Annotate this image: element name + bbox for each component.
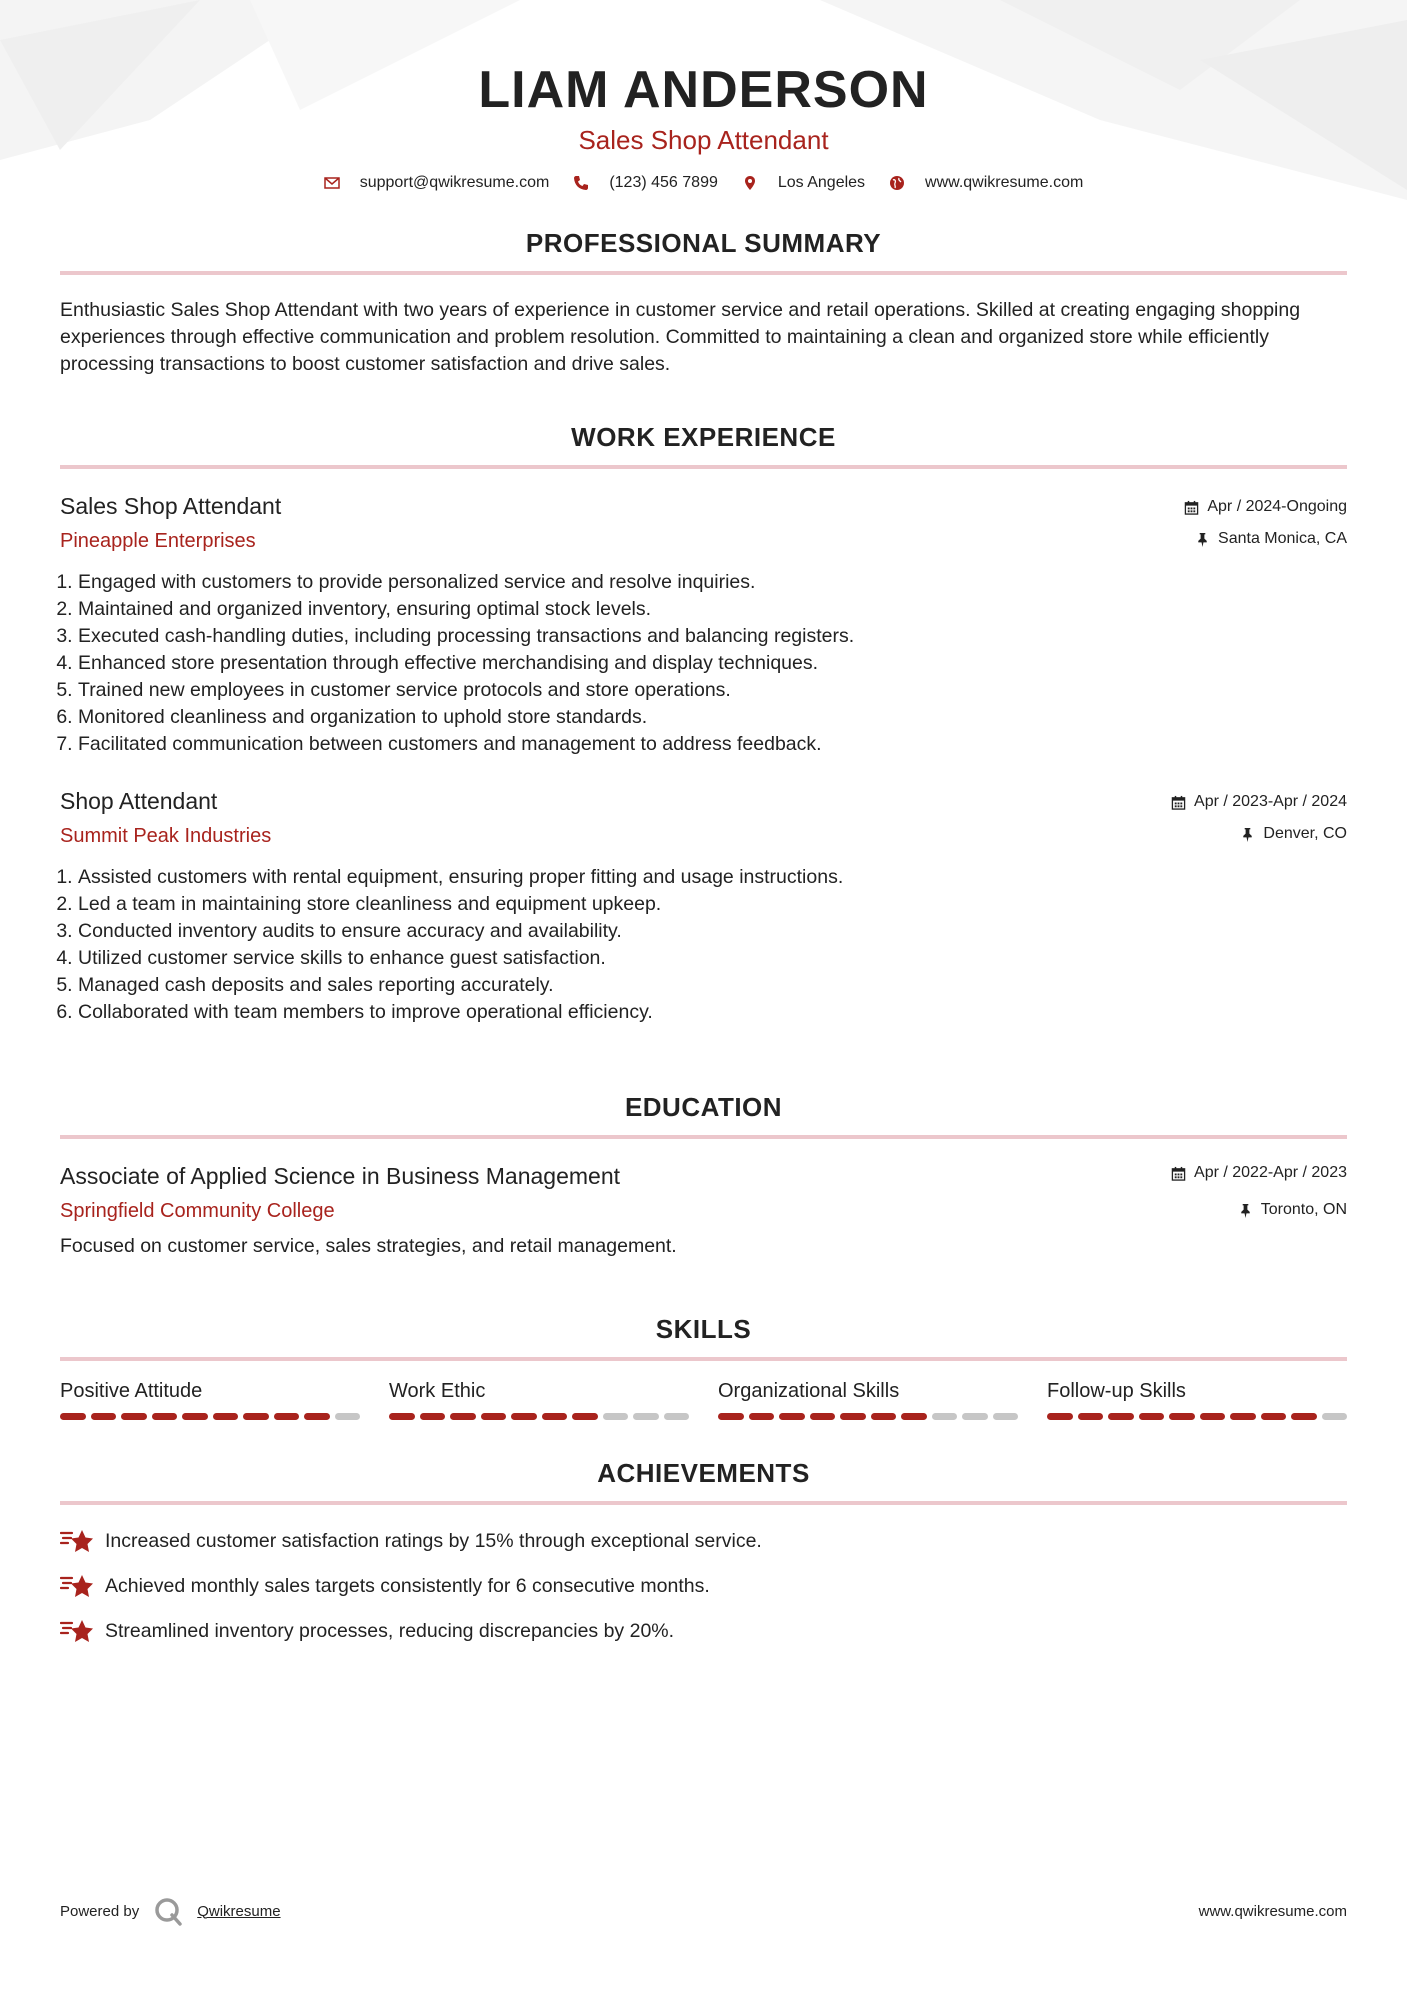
section-divider [60, 1501, 1347, 1505]
footer [60, 1896, 1347, 1926]
skill-rating-bar [718, 1413, 1018, 1420]
skill-level-filled [1200, 1413, 1226, 1420]
education-section [60, 1092, 1347, 1260]
skill-level-empty [603, 1413, 629, 1420]
contact-phone[interactable] [573, 174, 718, 192]
experience-section [60, 422, 1347, 1026]
candidate-name: LIAM ANDERSON [478, 61, 929, 119]
skill-level-filled [152, 1413, 178, 1420]
job-title: Sales Shop Attendant [60, 493, 282, 519]
achievement-item [60, 1572, 1347, 1600]
skill-name: Organizational Skills [718, 1380, 900, 1402]
education-location [1171, 1198, 1347, 1222]
skill-level-empty [335, 1413, 361, 1420]
skill-level-filled [1047, 1413, 1073, 1420]
qwikresume-link[interactable]: Qwikresume [197, 1902, 281, 1920]
achievement-text: Streamlined inventory processes, reducing discrepancies by 20%. [105, 1619, 675, 1642]
summary-text: Enthusiastic Sales Shop Attendant with two years of experience in customer service and retail operations. Skilled at creating engaging shopping experiences through effective communication and problem resolution. Committed to maintaining a clean and organized store while efficiently processing transactions to boost customer satisfaction and drive sales. [60, 299, 1301, 375]
job-dates [1184, 495, 1347, 519]
achievements-heading: ACHIEVEMENTS [597, 1458, 810, 1488]
list-item: 4. Utilized customer service skills to enhance guest satisfaction. [78, 945, 1347, 972]
education-description: Focused on customer service, sales strategies, and retail management. [60, 1235, 677, 1257]
skill-level-filled [213, 1413, 239, 1420]
contact-website[interactable] [889, 174, 1083, 192]
candidate-title: Sales Shop Attendant [578, 125, 829, 155]
pushpin-icon [1238, 1203, 1253, 1218]
calendar-icon [1184, 500, 1199, 515]
job-meta [1171, 790, 1347, 846]
skill-level-filled [1078, 1413, 1104, 1420]
skills-list [60, 1377, 1347, 1420]
skill-level-filled [304, 1413, 330, 1420]
skill-level-empty [633, 1413, 659, 1420]
skill-level-filled [182, 1413, 208, 1420]
footer-website[interactable]: www.qwikresume.com [1198, 1902, 1347, 1920]
skill-level-filled [420, 1413, 446, 1420]
skill-level-filled [871, 1413, 897, 1420]
skills-section [60, 1314, 1347, 1420]
company-name: Summit Peak Industries [60, 825, 272, 847]
list-item: 1. Assisted customers with rental equipment, ensuring proper fitting and usage instructions. [78, 864, 1347, 891]
list-item: 5. Trained new employees in customer service protocols and store operations. [78, 677, 1347, 704]
email-text: support@qwikresume.com [359, 174, 550, 191]
section-divider [60, 1357, 1347, 1361]
shooting-star-icon [60, 1617, 94, 1645]
envelope-icon [324, 175, 340, 191]
list-item: 3. Conducted inventory audits to ensure accuracy and availability. [78, 918, 1347, 945]
qwikresume-logo-icon [153, 1896, 183, 1926]
powered-by-label: Powered by [60, 1902, 140, 1920]
phone-text: (123) 456 7899 [609, 174, 718, 191]
calendar-icon [1171, 1166, 1186, 1181]
shooting-star-icon [60, 1572, 94, 1600]
skill-level-empty [664, 1413, 690, 1420]
skill-level-filled [901, 1413, 927, 1420]
globe-icon [889, 175, 905, 191]
job-entry [60, 786, 1347, 1026]
powered-by [60, 1896, 281, 1926]
experience-heading: WORK EXPERIENCE [571, 422, 836, 452]
achievements-section [60, 1458, 1347, 1645]
skill-rating-bar [1047, 1413, 1347, 1420]
list-item: 6. Monitored cleanliness and organization to uphold store standards. [78, 704, 1347, 731]
achievement-item [60, 1527, 1347, 1555]
achievement-item [60, 1617, 1347, 1645]
skill-level-filled [481, 1413, 507, 1420]
list-item: 4. Enhanced store presentation through effective merchandising and display techniques. [78, 650, 1347, 677]
achievements-list [60, 1527, 1347, 1645]
skill-level-empty [962, 1413, 988, 1420]
list-item: 7. Facilitated communication between customers and management to address feedback. [78, 731, 1347, 758]
summary-heading: PROFESSIONAL SUMMARY [525, 228, 882, 258]
list-item: 6. Collaborated with team members to improve operational efficiency. [78, 999, 1347, 1026]
skill-level-filled [542, 1413, 568, 1420]
skill-level-filled [1108, 1413, 1134, 1420]
phone-icon [573, 175, 589, 191]
job-dates-text: Apr / 2024-Ongoing [1207, 498, 1347, 515]
education-heading: EDUCATION [624, 1092, 783, 1122]
skill-level-filled [779, 1413, 805, 1420]
website-text: www.qwikresume.com [925, 174, 1084, 191]
job-entry [60, 491, 1347, 758]
company-name: Pineapple Enterprises [60, 530, 256, 552]
section-divider [60, 1135, 1347, 1139]
skill-level-filled [1261, 1413, 1287, 1420]
skills-heading: SKILLS [655, 1314, 752, 1344]
skill-level-filled [810, 1413, 836, 1420]
skill-level-filled [121, 1413, 147, 1420]
location-text: Los Angeles [777, 174, 866, 191]
skill-item [389, 1377, 689, 1420]
skill-level-filled [572, 1413, 598, 1420]
skill-item [718, 1377, 1018, 1420]
list-item: 5. Managed cash deposits and sales reporting accurately. [78, 972, 1347, 999]
skill-level-filled [511, 1413, 537, 1420]
map-pin-icon [742, 175, 758, 191]
skill-level-empty [1322, 1413, 1348, 1420]
job-location [1171, 822, 1347, 846]
degree-title: Associate of Applied Science in Business Management [60, 1163, 620, 1189]
education-dates [1171, 1161, 1347, 1185]
calendar-icon [1171, 795, 1186, 810]
job-responsibilities [60, 864, 1347, 1026]
job-location-text: Santa Monica, CA [1218, 530, 1347, 547]
skill-level-filled [1230, 1413, 1256, 1420]
section-divider [60, 465, 1347, 469]
skill-level-filled [1291, 1413, 1317, 1420]
skill-level-filled [450, 1413, 476, 1420]
skill-level-filled [749, 1413, 775, 1420]
achievement-text: Achieved monthly sales targets consistently for 6 consecutive months. [105, 1574, 710, 1597]
job-location-text: Denver, CO [1263, 825, 1347, 842]
education-entry [60, 1161, 1347, 1260]
contact-location [742, 174, 865, 192]
summary-section [60, 228, 1347, 378]
skill-level-filled [91, 1413, 117, 1420]
job-responsibilities [60, 569, 1347, 758]
job-location [1184, 527, 1347, 551]
skill-level-filled [60, 1413, 86, 1420]
contact-email[interactable] [324, 174, 550, 192]
achievement-text: Increased customer satisfaction ratings by 15% through exceptional service. [105, 1529, 762, 1552]
skill-level-empty [932, 1413, 958, 1420]
section-divider [60, 271, 1347, 275]
job-dates-text: Apr / 2023-Apr / 2024 [1194, 793, 1347, 810]
shooting-star-icon [60, 1527, 94, 1555]
skill-rating-bar [60, 1413, 360, 1420]
list-item: 2. Led a team in maintaining store cleanliness and equipment upkeep. [78, 891, 1347, 918]
skill-name: Work Ethic [389, 1380, 486, 1402]
pushpin-icon [1195, 532, 1210, 547]
skill-item [60, 1377, 360, 1420]
skill-level-filled [243, 1413, 269, 1420]
skill-level-filled [1139, 1413, 1165, 1420]
skill-level-filled [840, 1413, 866, 1420]
job-meta [1184, 495, 1347, 551]
skill-rating-bar [389, 1413, 689, 1420]
contact-bar [60, 174, 1347, 192]
pushpin-icon [1240, 827, 1255, 842]
education-meta [1171, 1161, 1347, 1222]
skill-level-filled [1169, 1413, 1195, 1420]
skill-level-filled [274, 1413, 300, 1420]
skill-item [1047, 1377, 1347, 1420]
skill-level-filled [389, 1413, 415, 1420]
skill-name: Positive Attitude [60, 1380, 203, 1402]
list-item: 2. Maintained and organized inventory, ensuring optimal stock levels. [78, 596, 1347, 623]
list-item: 1. Engaged with customers to provide personalized service and resolve inquiries. [78, 569, 1347, 596]
education-location-text: Toronto, ON [1260, 1201, 1347, 1218]
skill-level-filled [718, 1413, 744, 1420]
skill-level-empty [993, 1413, 1019, 1420]
school-name: Springfield Community College [60, 1200, 335, 1222]
job-dates [1171, 790, 1347, 814]
job-title: Shop Attendant [60, 788, 218, 814]
education-dates-text: Apr / 2022-Apr / 2023 [1194, 1164, 1347, 1181]
skill-name: Follow-up Skills [1047, 1380, 1186, 1402]
list-item: 3. Executed cash-handling duties, including processing transactions and balancing registers. [78, 623, 1347, 650]
